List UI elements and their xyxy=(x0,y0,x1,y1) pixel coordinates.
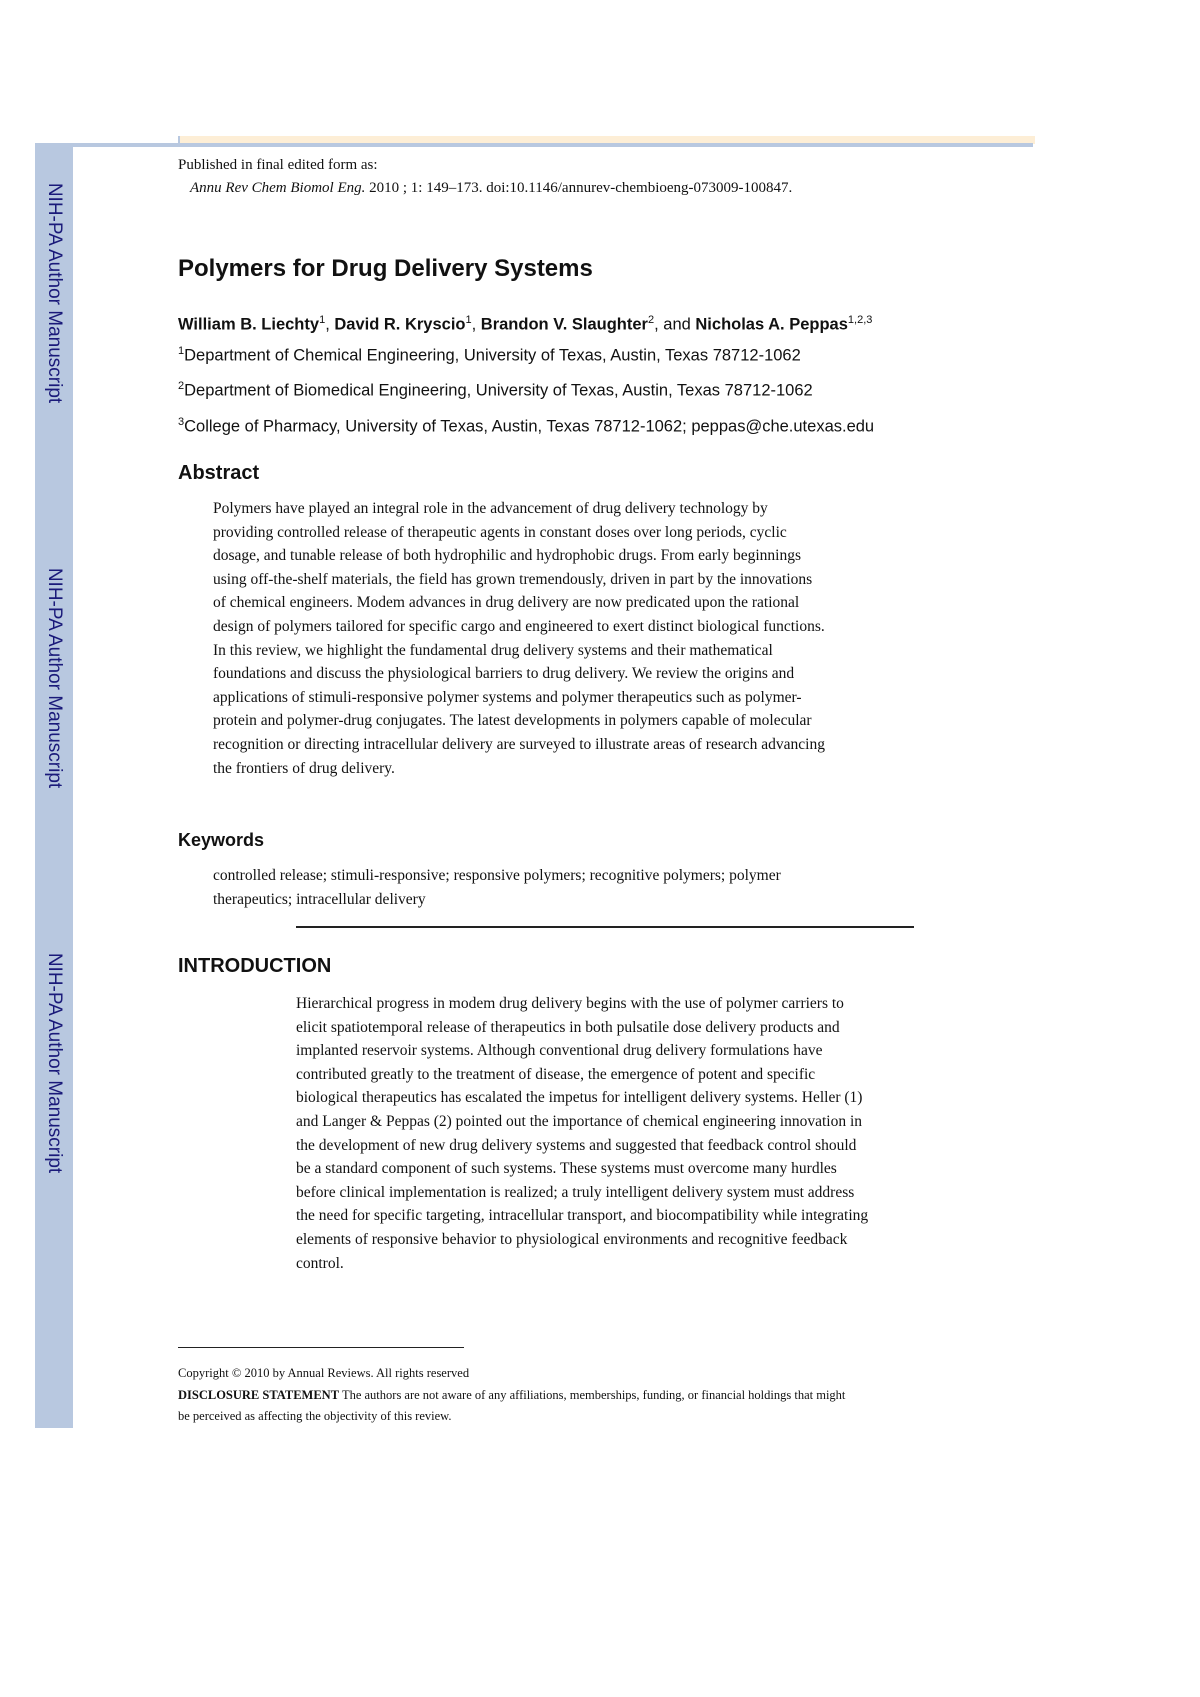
sidebar-label-3: NIH-PA Author Manuscript xyxy=(44,952,66,1174)
keywords-divider xyxy=(296,926,914,928)
keywords-text: controlled release; stimuli-responsive; responsive polymers; recognitive polymers; polymer therapeutics; intracellular delivery xyxy=(213,867,781,908)
disclosure-statement: DISCLOSURE STATEMENT The authors are not aware of any affiliations, memberships, funding, or financial holdings that might xyxy=(178,1388,846,1402)
copyright-notice: Copyright © 2010 by Annual Reviews. All rights reserved xyxy=(178,1366,470,1380)
keywords-heading: Keywords xyxy=(178,830,265,850)
footnote-divider xyxy=(178,1347,464,1348)
abstract-heading: Abstract xyxy=(178,462,260,484)
affiliation-1: $^1$Department of Chemical Engineering, University of Texas, Austin, Texas 78712-1062 xyxy=(178,345,801,365)
author-name: Nicholas A. Peppas xyxy=(695,315,848,334)
disclosure-label: DISCLOSURE STATEMENT xyxy=(178,1388,340,1402)
author-name: Brandon V. Slaughter xyxy=(480,315,648,334)
citation-details: 2010 ; 1: 149–173. doi:10.1146/annurev-chembioeng-073009-100847. xyxy=(365,180,793,196)
author-name: David R. Kryscio xyxy=(334,315,466,334)
affiliation-3: $^3$College of Pharmacy, University of Texas, Austin, Texas 78712-1062; peppas@che.utexas.edu xyxy=(178,416,875,436)
introduction-heading: INTRODUCTION xyxy=(178,955,332,977)
published-label: Published in final edited form as: xyxy=(178,157,378,173)
paper-title: Polymers for Drug Delivery Systems xyxy=(178,255,593,282)
header-divider xyxy=(73,143,1033,147)
citation xyxy=(190,180,792,197)
sidebar-label-2: NIH-PA Author Manuscript xyxy=(44,567,66,789)
sidebar-label-1: NIH-PA Author Manuscript xyxy=(44,182,66,404)
author-name: William B. Liechty xyxy=(178,315,320,334)
abstract-text: Polymers have played an integral role in the advancement of drug delivery technology by providing controlled release of therapeutic agents in constant doses over long periods, cyclic dosage, and tunable release of both hydrophilic and hydrophobic drugs. From early beginnings using off-the-shelf materials, the field has grown tremendously, driven in part by the innovations of chemical engineers. Modem advances in drug delivery are now predicated upon the rational design of polymers tailored for specific cargo and engineered to exert distinct biological functions. In this review, we highlight the fundamental drug delivery systems and their mathematical foundations and discuss the physiological barriers to drug delivery. We review the origins and applications of stimuli-responsive polymer systems and polymer therapeutics such as polymer- protein and polymer-drug conjugates. The latest developments in polymers capable of molecular recognition or directing intracellular delivery are surveyed to illustrate areas of research advancing the frontiers of drug delivery. xyxy=(213,500,825,777)
journal-name: Annu Rev Chem Biomol Eng. xyxy=(190,180,366,196)
author-manuscript-sidebar xyxy=(35,143,73,1428)
introduction-text: Hierarchical progress in modem drug delivery begins with the use of polymer carriers to elicit spatiotemporal release of therapeutics in both pulsatile dose delivery products and implanted reservoir systems. Although conventional drug delivery formulations have contributed greatly to the treatment of disease, the emergence of potent and specific biological therapeutics has escalated the impetus for intelligent delivery systems. Heller (1) and Langer & Peppas (2) pointed out the importance of chemical engineering innovation in the development of new drug delivery systems and suggested that feedback control should be a standard component of such systems. These systems must overcome many hurdles before clinical implementation is realized; a truly intelligent delivery system must address the need for specific targeting, intracellular transport, and biocompatibility while integrating elements of responsive behavior to physiological environments and recognitive feedback control. xyxy=(296,995,869,1272)
author-list: William B. Liechty$^1$, David R. Kryscio$^1$, Brandon V. Slaughter$^2$, and Nicholas A. Peppas$^{1,2,3}$ xyxy=(178,314,873,334)
disclosure-statement-cont: be perceived as affecting the objectivity of this review. xyxy=(178,1409,452,1423)
affiliation-2: $^2$Department of Biomedical Engineering, University of Texas, Austin, Texas 78712-1062 xyxy=(178,380,813,400)
